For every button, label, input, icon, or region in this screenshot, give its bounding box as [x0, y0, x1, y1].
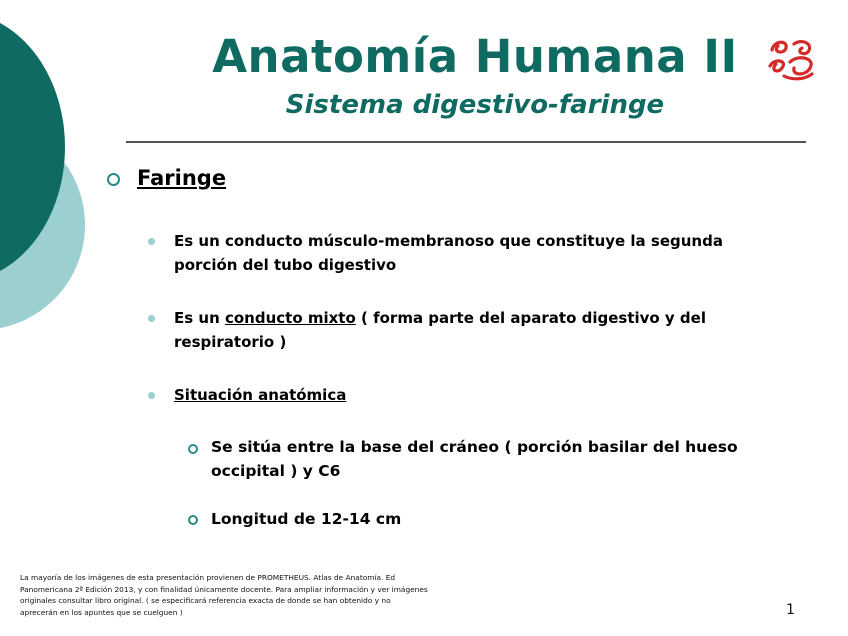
dot-bullet-icon — [148, 315, 155, 322]
footer-source-note: La mayoría de los imágenes de esta presentación provienen de PROMETHEUS. Atlas de Anatomía. Ed Panomericana 2ª Edición 2013, y con finalidad únicamente docente. Para ampliar información y ver imágenes originales consultar libro original. ( se especificará referencia exacta de donde se han obtenido y no aprecerán en los apuntes que se cuelguen ) — [20, 573, 428, 617]
subbullet-length: Longitud de 12-14 cm — [211, 510, 402, 528]
dot-bullet-icon — [148, 392, 155, 399]
dot-bullet-icon — [148, 238, 155, 245]
page-number: 1 — [786, 602, 795, 618]
subbullet-location: Se sitúa entre la base del cráneo ( porción basilar del hueso occipital ) y C6 — [211, 438, 738, 480]
bullet-anatomical-situation: Situación anatómica — [174, 386, 347, 404]
slide-title: Anatomía Humana II — [212, 30, 738, 83]
bullet-mixed-duct: Es un conducto mixto ( forma parte del aparato digestivo y del respiratorio ) — [174, 309, 706, 351]
bullet-definition: Es un conducto músculo-membranoso que constituye la segunda porción del tubo digestivo — [174, 232, 723, 274]
slide-subtitle: Sistema digestivo-faringe — [285, 90, 665, 120]
heading-faringe: Faringe — [137, 166, 227, 190]
ring-bullet-icon — [107, 173, 120, 186]
red-swirl-logo-icon — [764, 36, 820, 82]
ring-subbullet-icon — [188, 444, 198, 454]
title-divider — [126, 141, 806, 143]
ring-subbullet-icon — [188, 515, 198, 525]
